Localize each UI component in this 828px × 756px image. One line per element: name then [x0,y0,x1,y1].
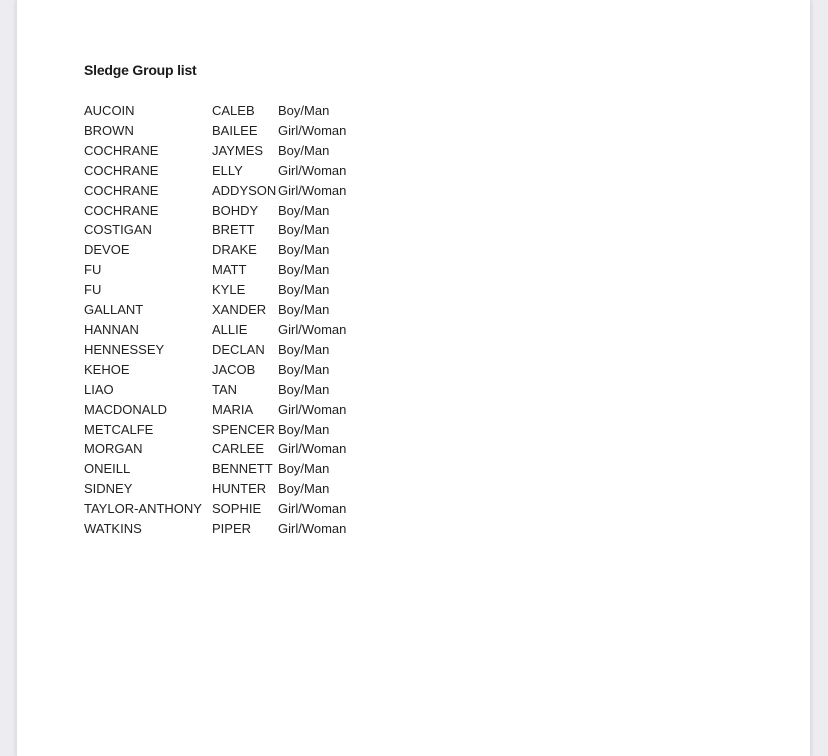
table-row [84,420,358,440]
last-name-cell: FU [84,282,102,298]
first-name-cell: ALLIE [212,321,248,337]
last-name-cell: BROWN [84,122,134,138]
table-row [84,121,358,141]
table-row [84,161,358,181]
first-name-cell: ADDYSON [212,182,277,198]
table-row [84,101,358,121]
last-name-cell: HANNAN [84,321,139,337]
gender-cell: Girl/Woman [278,521,347,537]
first-name-cell: MARIA [212,401,254,417]
last-name-cell: COSTIGAN [84,222,152,238]
gender-cell: Boy/Man [278,103,330,118]
first-name-cell: TAN [212,381,238,397]
first-name-cell: DECLAN [212,341,265,357]
last-name-cell: HENNESSEY [84,341,165,357]
last-name-cell: COCHRANE [84,162,159,178]
table-row [84,181,358,201]
last-name-cell: LIAO [84,381,114,397]
table-row [84,340,358,360]
gender-cell: Girl/Woman [278,501,347,517]
gender-cell: Boy/Man [278,381,330,397]
last-name-cell: MORGAN [84,441,143,457]
first-name-cell: SOPHIE [212,501,262,517]
last-name-cell: COCHRANE [84,182,159,198]
first-name-cell: CALEB [212,103,255,118]
last-name-cell: TAYLOR-ANTHONY [84,501,202,517]
gender-cell: Boy/Man [278,242,330,258]
table-row [84,400,358,420]
table-row [84,479,358,499]
last-name-cell: GALLANT [84,302,144,318]
table-row [84,141,358,161]
first-name-cell: SPENCER [212,421,275,437]
first-name-cell: HUNTER [212,481,267,497]
first-name-cell: BENNETT [212,461,273,477]
gender-cell: Boy/Man [278,421,330,437]
gender-cell: Girl/Woman [278,182,347,198]
gender-cell: Boy/Man [278,361,330,377]
first-name-cell: BRETT [212,222,255,238]
last-name-cell: ONEILL [84,461,131,477]
first-name-cell: BAILEE [212,122,258,138]
table-row [84,459,358,479]
gender-cell: Boy/Man [278,222,330,238]
first-name-cell: DRAKE [212,242,257,258]
table-row [84,240,358,260]
last-name-cell: SIDNEY [84,481,133,497]
gender-cell: Boy/Man [278,481,330,497]
gender-cell: Boy/Man [278,341,330,357]
gender-cell: Boy/Man [278,461,330,477]
last-name-cell: KEHOE [84,361,130,377]
gender-cell: Boy/Man [278,282,330,298]
gender-cell: Boy/Man [278,262,330,278]
gender-cell: Boy/Man [278,202,330,218]
first-name-cell: XANDER [212,302,267,318]
table-row [84,201,358,221]
table-row [84,380,358,400]
first-name-cell: JAYMES [212,142,264,158]
first-name-cell: MATT [212,262,247,278]
gender-cell: Girl/Woman [278,321,347,337]
last-name-cell: METCALFE [84,421,154,437]
first-name-cell: ELLY [212,162,243,178]
last-name-cell: DEVOE [84,242,130,258]
last-name-cell: AUCOIN [84,103,135,118]
last-name-cell: MACDONALD [84,401,168,417]
document-page [16,0,811,756]
gender-cell: Girl/Woman [278,162,347,178]
gender-cell: Girl/Woman [278,122,347,138]
gender-cell: Girl/Woman [278,441,347,457]
roster-table [84,101,358,539]
roster-body [84,101,358,539]
first-name-cell: PIPER [212,521,252,537]
first-name-cell: CARLEE [212,441,265,457]
table-row [84,519,358,539]
table-row [84,320,358,340]
first-name-cell: KYLE [212,282,246,298]
table-row [84,439,358,459]
last-name-cell: WATKINS [84,521,142,537]
last-name-cell: COCHRANE [84,142,159,158]
table-row [84,360,358,380]
table-row [84,300,358,320]
table-row [84,280,358,300]
last-name-cell: COCHRANE [84,202,159,218]
document-title: Sledge Group list [84,62,197,78]
table-row [84,220,358,240]
gender-cell: Boy/Man [278,142,330,158]
first-name-cell: BOHDY [212,202,259,218]
first-name-cell: JACOB [212,361,256,377]
gender-cell: Girl/Woman [278,401,347,417]
last-name-cell: FU [84,262,102,278]
table-row [84,260,358,280]
table-row [84,499,358,519]
gender-cell: Boy/Man [278,302,330,318]
